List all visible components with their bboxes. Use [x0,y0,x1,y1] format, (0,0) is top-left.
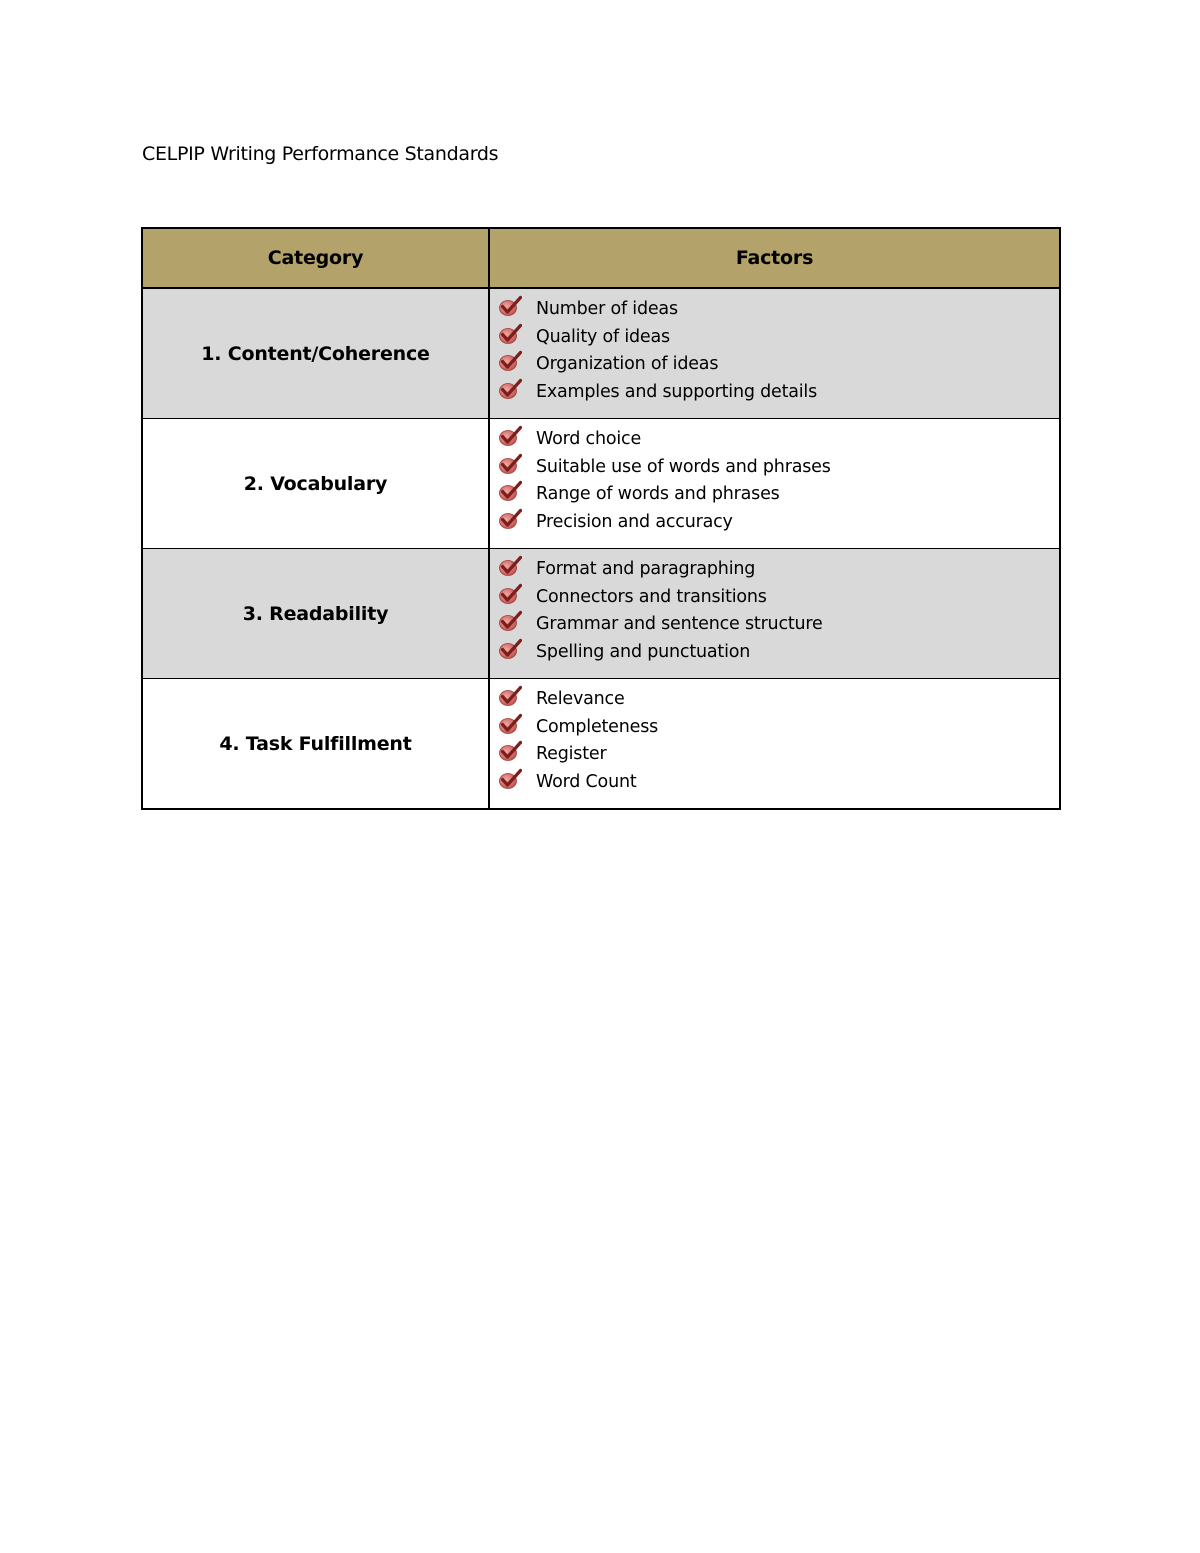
factor-item [498,453,1059,481]
factor-label: Suitable use of words and phrases [536,456,831,477]
factor-item [498,685,1059,713]
factor-item [498,508,1059,536]
performance-standards-table [141,227,1061,810]
factor-item [498,295,1059,323]
table-row [142,549,1060,679]
check-mark-icon [498,350,522,372]
check-mark-icon [498,295,522,317]
category-cell: 1. Content/Coherence [142,288,489,419]
check-mark-icon [498,378,522,400]
factor-item [498,638,1059,666]
check-mark-icon [498,453,522,475]
table-header-row [142,228,1060,288]
check-mark-icon [498,768,522,790]
check-mark-icon [498,740,522,762]
factor-list [490,549,1059,666]
factor-item [498,425,1059,453]
category-cell: 3. Readability [142,549,489,679]
factor-label: Connectors and transitions [536,586,767,607]
factor-label: Completeness [536,716,659,737]
check-mark-icon [498,508,522,530]
check-mark-icon [498,555,522,577]
factor-item [498,323,1059,351]
check-mark-icon [498,583,522,605]
factor-item [498,611,1059,639]
check-mark-icon [498,480,522,502]
factor-label: Quality of ideas [536,326,670,347]
factor-item [498,768,1059,796]
factors-cell [489,679,1060,810]
factor-item [498,481,1059,509]
factors-column-header: Factors [489,228,1060,288]
factor-item [498,713,1059,741]
factors-cell [489,549,1060,679]
factor-label: Relevance [536,688,625,709]
factor-label: Spelling and punctuation [536,642,751,663]
factor-label: Number of ideas [536,298,678,319]
factor-label: Organization of ideas [536,354,719,375]
category-cell: 4. Task Fulfillment [142,679,489,810]
factor-list [490,419,1059,536]
factors-cell [489,419,1060,549]
factor-label: Range of words and phrases [536,484,780,505]
factor-label: Register [536,744,607,765]
table-row [142,419,1060,549]
factor-item [498,351,1059,379]
factor-item [498,378,1059,406]
factor-item [498,583,1059,611]
factor-label: Word choice [536,428,642,449]
check-mark-icon [498,713,522,735]
category-column-header: Category [142,228,489,288]
table-row [142,288,1060,419]
check-mark-icon [498,425,522,447]
category-cell: 2. Vocabulary [142,419,489,549]
factor-label: Word Count [536,772,637,793]
factors-cell [489,288,1060,419]
table-row [142,679,1060,810]
factor-item [498,741,1059,769]
factor-label: Examples and supporting details [536,382,818,403]
check-mark-icon [498,638,522,660]
document-title: CELPIP Writing Performance Standards [142,143,499,165]
factor-label: Precision and accuracy [536,512,733,533]
check-mark-icon [498,323,522,345]
check-mark-icon [498,685,522,707]
factor-label: Format and paragraphing [536,558,756,579]
factor-item [498,555,1059,583]
factor-list [490,679,1059,796]
factor-label: Grammar and sentence structure [536,614,823,635]
factor-list [490,289,1059,406]
check-mark-icon [498,610,522,632]
